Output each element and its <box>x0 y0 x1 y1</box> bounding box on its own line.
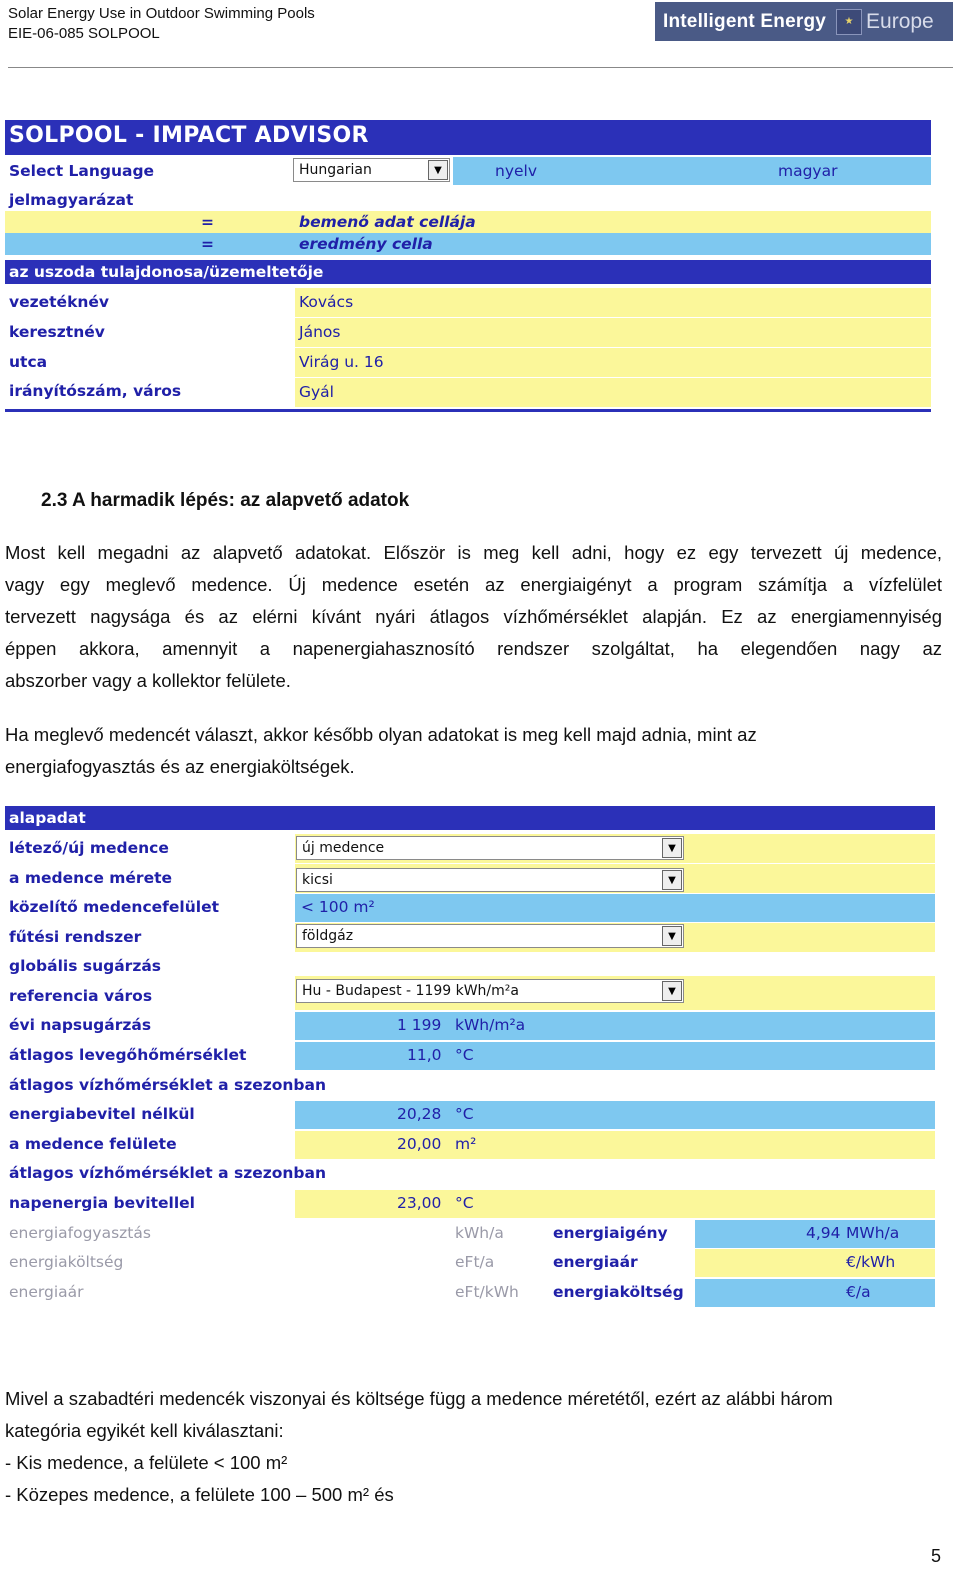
energy-price-gray-label: energiaár <box>9 1283 84 1301</box>
avg-water-label-1: átlagos vízhőmérséklet a szezonban <box>9 1076 327 1094</box>
category-paragraph <box>5 1383 942 1511</box>
basic-header: alapadat <box>9 809 86 827</box>
owner-header: az uszoda tulajdonosa/üzemeltetője <box>9 263 324 281</box>
with-solar-label: napenergia bevitellel <box>9 1194 195 1212</box>
ref-city-select[interactable] <box>296 979 684 1003</box>
chevron-down-icon[interactable]: ▼ <box>662 926 682 946</box>
page-number: 5 <box>931 1546 942 1566</box>
avg-air-cell <box>295 1042 935 1070</box>
owner-street-label: utca <box>9 353 48 371</box>
with-solar-input[interactable] <box>295 1190 935 1218</box>
footer-line-1: Mivel a szabadtéri medencék viszonyai és költsége függ a medence méretétől, ezért az alábbi három <box>5 1388 833 1409</box>
footer-line-3: - Kis medence, a felülete < 100 m² <box>5 1452 288 1473</box>
chevron-down-icon[interactable]: ▼ <box>428 160 448 180</box>
annual-sun-value: 1 199 <box>397 1016 442 1034</box>
existing-new-label: létező/új medence <box>9 839 169 857</box>
chevron-down-icon[interactable]: ▼ <box>662 981 682 1001</box>
legend-title: jelmagyarázat <box>9 191 134 209</box>
p1-line-5: abszorber vagy a kollektor felülete. <box>5 670 291 691</box>
no-energy-label: energiabevitel nélkül <box>9 1105 195 1123</box>
heating-label: fűtési rendszer <box>9 928 142 946</box>
ref-city-value: Hu - Budapest - 1199 kWh/m²a <box>302 983 519 999</box>
owner-firstname-input[interactable] <box>295 318 931 347</box>
energy-demand-cell <box>695 1220 935 1248</box>
document-header <box>8 4 315 44</box>
energy-demand-value: 4,94 <box>806 1224 841 1242</box>
intelligent-energy-logo <box>655 2 953 41</box>
eu-stars-icon: ★ <box>836 9 862 35</box>
owner-city-value: Gyál <box>299 383 334 401</box>
owner-surname-label: vezetéknév <box>9 293 110 311</box>
existing-pool-paragraph <box>5 719 942 783</box>
p1-line-3: tervezett nagysága és az elérni kívánt nyári átlagos vízhőmérséklet alapján. Ez az energiamennyiség <box>5 606 942 627</box>
owner-firstname-value: János <box>299 323 341 341</box>
energy-consumption-unit: kWh/a <box>455 1224 504 1242</box>
advisor-title: SOLPOOL - IMPACT ADVISOR <box>9 123 369 148</box>
header-title: Solar Energy Use in Outdoor Swimming Pools <box>8 5 315 22</box>
energy-cost-unit: eFt/a <box>455 1253 495 1271</box>
select-language-label: Select Language <box>9 162 155 180</box>
no-energy-value: 20,28 <box>397 1105 442 1123</box>
logo-region: Europe <box>866 9 934 33</box>
global-radiation-label: globális sugárzás <box>9 957 162 975</box>
existing-new-select[interactable] <box>296 836 684 860</box>
pool-size-value: kicsi <box>302 872 333 888</box>
language-result-cell <box>453 157 931 185</box>
chevron-down-icon[interactable]: ▼ <box>662 838 682 858</box>
basic-header-bar <box>5 806 935 830</box>
approx-surface-cell <box>295 894 935 922</box>
energy-price-label: energiaár <box>553 1253 638 1271</box>
energy-cost-unit-result: €/a <box>846 1283 871 1301</box>
p1-line-1: Most kell megadni az alapvető adatokat. Először is meg kell adni, hogy ez egy tervezett új medence, <box>5 542 942 563</box>
logo-text: Intelligent Energy <box>663 10 827 32</box>
chevron-down-icon[interactable]: ▼ <box>662 870 682 890</box>
advisor-title-bar <box>5 120 931 155</box>
avg-air-unit: °C <box>455 1046 474 1064</box>
energy-demand-unit: MWh/a <box>846 1224 900 1242</box>
footer-line-4: - Közepes medence, a felülete 100 – 500 m² és <box>5 1484 394 1505</box>
existing-new-value: új medence <box>302 840 385 856</box>
header-project-code: EIE-06-085 SOLPOOL <box>8 25 160 42</box>
avg-air-value: 11,0 <box>407 1046 442 1064</box>
no-energy-unit: °C <box>455 1105 474 1123</box>
annual-sun-label: évi napsugárzás <box>9 1016 152 1034</box>
legend-eq-result: = <box>201 235 214 253</box>
surface-value: 20,00 <box>397 1135 442 1153</box>
no-energy-cell <box>295 1101 935 1129</box>
with-solar-value: 23,00 <box>397 1194 442 1212</box>
annual-sun-unit: kWh/m²a <box>455 1016 526 1034</box>
header-divider <box>8 67 953 68</box>
owner-header-bar <box>5 260 931 284</box>
ref-city-label: referencia város <box>9 987 153 1005</box>
section-heading: 2.3 A harmadik lépés: az alapvető adatok <box>41 490 410 511</box>
pool-size-select[interactable] <box>296 868 684 892</box>
legend-input-row <box>5 211 931 233</box>
with-solar-unit: °C <box>455 1194 474 1212</box>
energy-consumption-label: energiafogyasztás <box>9 1224 151 1242</box>
energy-price-input[interactable] <box>695 1249 935 1277</box>
avg-air-label: átlagos levegőhőmérséklet <box>9 1046 247 1064</box>
language-select[interactable] <box>293 158 450 182</box>
owner-street-value: Virág u. 16 <box>299 353 384 371</box>
approx-surface-value: < 100 m² <box>301 898 375 916</box>
owner-surname-input[interactable] <box>295 288 931 317</box>
owner-street-input[interactable] <box>295 348 931 377</box>
advisor-bottom-border <box>5 409 931 412</box>
surface-label: a medence felülete <box>9 1135 177 1153</box>
language-select-value: Hungarian <box>299 162 372 178</box>
owner-city-input[interactable] <box>295 378 931 407</box>
surface-unit: m² <box>455 1135 477 1153</box>
owner-surname-value: Kovács <box>299 293 354 311</box>
energy-price-gray-unit: eFt/kWh <box>455 1283 519 1301</box>
nyelv-label: nyelv <box>495 162 538 180</box>
legend-result-row <box>5 233 931 255</box>
annual-sun-cell <box>295 1012 935 1040</box>
energy-price-unit: €/kWh <box>846 1253 896 1271</box>
p2-line-1: Ha meglevő medencét választ, akkor később olyan adatokat is meg kell majd adnia, mint az <box>5 724 757 745</box>
legend-eq-input: = <box>201 213 214 231</box>
heating-value: földgáz <box>302 928 354 944</box>
p1-line-2: vagy egy meglevő medence. Új medence esetén az energiaigényt a program számítja a vízfelület <box>5 574 942 595</box>
avg-water-label-2: átlagos vízhőmérséklet a szezonban <box>9 1164 327 1182</box>
intro-paragraph <box>5 537 942 697</box>
energy-demand-label: energiaigény <box>553 1224 668 1242</box>
nyelv-value: magyar <box>778 162 838 180</box>
owner-city-label: irányítószám, város <box>9 382 182 400</box>
energy-cost-result-label: energiaköltség <box>553 1283 684 1301</box>
owner-firstname-label: keresztnév <box>9 323 105 341</box>
p1-line-4: éppen akkora, amennyit a napenergiahasznosító rendszer szolgáltat, ha elegendően nagy az <box>5 638 942 659</box>
basic-data-sheet <box>5 806 935 1306</box>
energy-cost-label: energiaköltség <box>9 1253 124 1271</box>
legend-input-text: bemenő adat cellája <box>299 213 476 231</box>
p2-line-2: energiafogyasztás és az energiaköltségek. <box>5 756 355 777</box>
impact-advisor-sheet <box>5 120 931 412</box>
heating-select[interactable] <box>296 924 684 948</box>
approx-surface-label: közelítő medencefelület <box>9 898 219 916</box>
legend-result-text: eredmény cella <box>299 235 433 253</box>
pool-size-label: a medence mérete <box>9 869 172 887</box>
energy-cost-cell <box>695 1279 935 1307</box>
footer-line-2: kategória egyikét kell kiválasztani: <box>5 1420 284 1441</box>
surface-input[interactable] <box>295 1131 935 1159</box>
